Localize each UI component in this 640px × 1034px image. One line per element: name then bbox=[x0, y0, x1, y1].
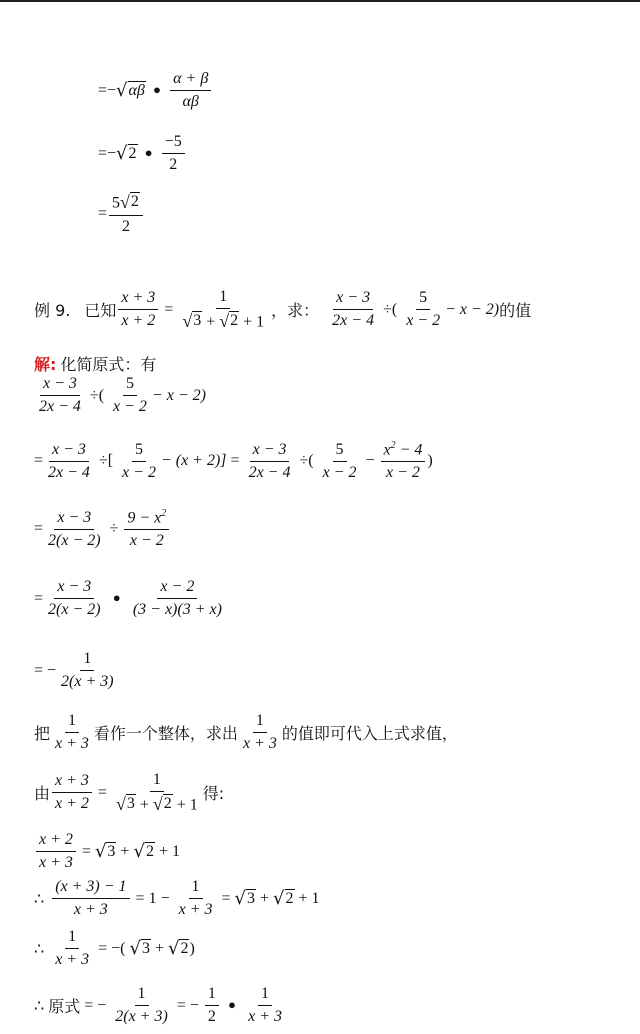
step-0: $\frac{x - 3}{2x - 4}$ ÷( $\frac{5}{x - 2}$ − x − 2) bbox=[39, 375, 206, 415]
prev-line-3: = 5 √ 2 2 bbox=[98, 192, 145, 236]
step-1: = $\frac{x - 3}{2x - 4}$ ÷[ $\frac{5}{x - 2}$ − (x + 2)] = $\frac{x - 3}{2x - 4}$ ÷( $\frac{5}{x - 2}$ − $\frac{x^2 - 4}{x - 2}$ ) bbox=[34, 440, 433, 482]
derive-2: ∴ $\frac{(x + 3) - 1}{x + 3}$ = 1 − $\frac{1}{x + 3}$ = √ 3 + √ 2 + 1 bbox=[34, 878, 320, 918]
derive-1: $\frac{x + 2}{x + 3}$ = √ 3 + √ 2 + 1 bbox=[34, 831, 180, 872]
derive-3: ∴ $\frac{1}{x + 3}$ = −( √ 3 + √ 2 ) bbox=[34, 928, 195, 968]
example-9-statement: 例 9. 已知 $\frac{x + 3}{x + 2}$ = 1 √ 3 + √ 2 + 1 ，求： $\frac{x - 3}{2x - 4}$ ÷( $\frac{5}{x - 2}$ − x − 2) 的值 bbox=[34, 288, 532, 331]
step-3: = $\frac{x - 3}{2(x - 2)}$ • $\frac{x - 2}{(3 - x)(3 + x)}$ bbox=[34, 578, 222, 618]
solution-heading: 解: 化简原式：有 bbox=[34, 352, 156, 375]
prev-line-1: =− √ αβ • $\frac{\alpha + \beta}{\alpha\beta}$ bbox=[98, 70, 213, 111]
final-line: ∴ 原式 = − $\frac{1}{2(x + 3)}$ = − $\frac{1}{2}$ • $\frac{1}{x + 3}$ bbox=[34, 985, 282, 1025]
step-4: = − $\frac{1}{2(x + 3)}$ bbox=[34, 650, 114, 690]
solution-label: 解: bbox=[34, 355, 57, 374]
example-label: 例 9. bbox=[34, 301, 71, 321]
given-line: 由 $\frac{x + 3}{x + 2}$ = 1 √ 3 + √ 2 + 1 得: bbox=[34, 771, 225, 814]
top-border bbox=[0, 0, 640, 2]
step-2: = $\frac{x - 3}{2(x - 2)}$ ÷ $\frac{9 - x^2}{x - 2}$ bbox=[34, 508, 171, 550]
reasoning-line: 把 $\frac{1}{x + 3}$ 看作一个整体，求出 $\frac{1}{x + 3}$ 的值即可代入上式求值， bbox=[34, 712, 458, 752]
equals-minus: =− bbox=[98, 81, 117, 99]
prev-line-2: =− √ 2 • $\frac{-5}{2}$ bbox=[98, 133, 187, 174]
